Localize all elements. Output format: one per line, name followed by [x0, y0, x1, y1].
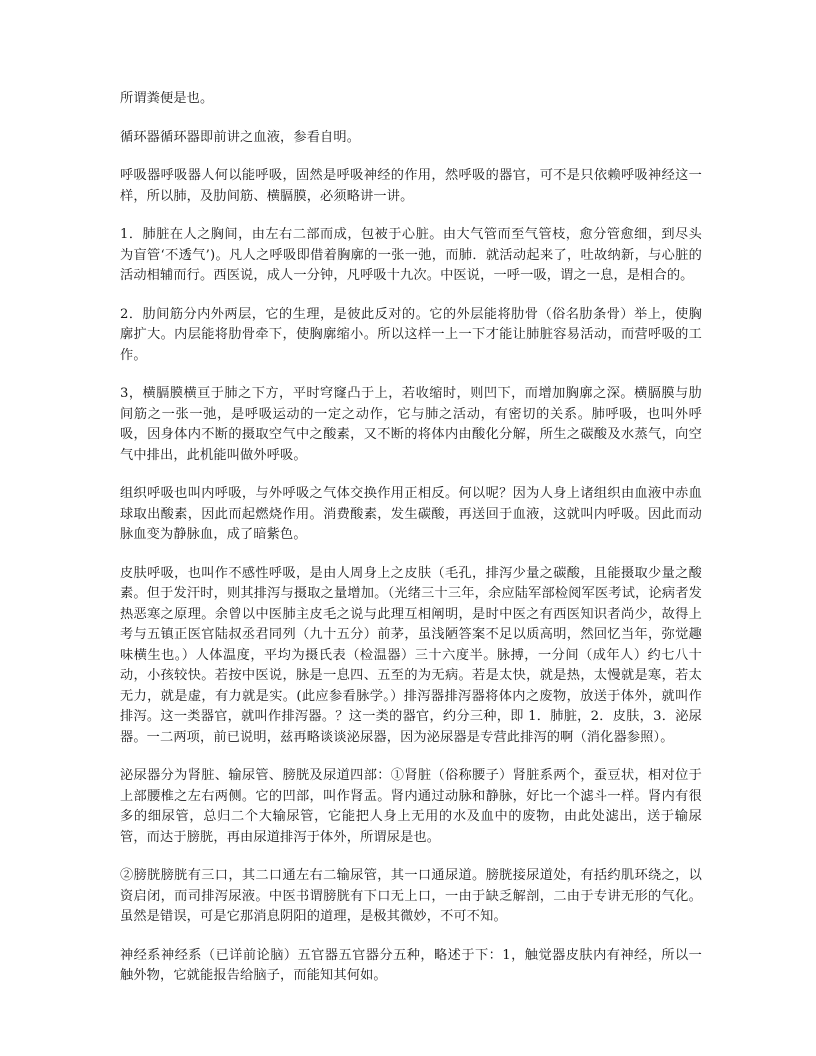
- paragraph-intercostal: 2．肋间筋分内外两层，它的生理，是彼此反对的。它的外层能将肋骨（俗名肋条骨）举上，使胸廓扩大。内层能将肋骨牵下，使胸廓缩小。所以这样一上一下才能让肺脏容易活动，而营呼吸的工作。: [120, 306, 702, 363]
- paragraph-urinary: 泌尿器分为肾脏、输尿管、膀胱及尿道四部：①肾脏（俗称腰子）肾脏系两个，蚕豆状，相对位于上部腰椎之左右两侧。它的凹部，叫作肾盂。肾内通过动脉和静脉，好比一个滤斗一样。肾内有很多的细尿管，总归二个大输尿管，它能把人身上无用的水及血中的废物，由此处滤出，送于输尿管，而达于膀胱，再由尿道排泻于体外，所谓尿是也。: [120, 768, 702, 845]
- paragraph-lungs: 1．肺脏在人之胸间，由左右二部而成，包被于心脏。由大气管而至气管枝，愈分管愈细，到尽头为盲管‘不透气’)。凡人之呼吸即借着胸廓的一张一弛，而肺．就活动起来了，吐故纳新，与心脏的活动相辅而行。西医说，成人一分钟，凡呼吸十九次。中医说，一呼一吸，谓之一息，是相合的。: [120, 227, 702, 283]
- paragraph-tissue-respiration: 组织呼吸也叫内呼吸，与外呼吸之气体交换作用正相反。何以呢？因为人身上诸组织由血液中赤血球取出酸素，因此而起燃烧作用。消费酸素，发生碳酸，再送回于血液，这就叫内呼吸。因此而动脉血变为静脉血，成了暗紫色。: [120, 486, 702, 542]
- document-page: [120, 89, 702, 1005]
- paragraph-circulatory: 循环器循环器即前讲之血液，参看自明。: [120, 129, 361, 145]
- paragraph-diaphragm: 3，横膈膜横亘于肺之下方，平时穹窿凸于上，若收缩时，则凹下，而增加胸廓之深。横膈膜与肋间筋之一张一弛，是呼吸运动的一定之动作，它与肺之活动，有密切的关系。肺呼吸，也叫外呼吸，因身体内不断的摄取空气中之酸素，又不断的将体内由酸化分解，所生之碳酸及水蒸气，向空气中排出，此机能叫做外呼吸。: [120, 386, 702, 463]
- paragraph-skin-respiration: 皮肤呼吸，也叫作不感性呼吸，是由人周身上之皮肤（毛孔，排泻少量之碳酸，且能摄取少量之酸素。但于发汗时，则其排泻与摄取之量增加。（光绪三十三年，余应陆军部检阅军医考试，论病者发热恶寒之原理。余曾以中医肺主皮毛之说与此理互相阐明，是时中医之有西医知识者尚少，故得上考与五镇正医官陆叔丞君同列（九十五分）前茅，虽浅陋答案不足以质高明，然回忆当年，弥觉趣味横生也。）人体温度，平均为摄氏表（检温器）三十六度半。脉搏，一分间（成年人）约七八十动，小孩较快。若按中医说，脉是一息四、五至的为无病。若是太快，就是热，太慢就是寒，若太无力，就是虚，有力就是实。(此应参看脉学。）排泻器排泻器将体内之废物，放送于体外，就叫作排泻。这一类器官，就叫作排泻器。？这一类的器官，约分三种，即 1．肺脏，2．皮肤，3．泌尿器。一二两项，前已说明，兹再略谈谈泌尿器，因为泌尿器是专营此排泻的啊（消化器参照）。: [120, 565, 702, 745]
- paragraph-respiratory-intro: 呼吸器呼吸器人何以能呼吸，固然是呼吸神经的作用，然呼吸的器官，可不是只依赖呼吸神经这一样，所以肺，及肋间筋、横膈膜，必须略讲一讲。: [120, 168, 702, 204]
- paragraph-nervous: 神经系神经系（已详前论脑）五官器五官器分五种，略述于下：1，触觉器皮肤内有神经，所以一触外物，它就能报告给脑子，而能知其何如。: [120, 947, 702, 983]
- paragraph-feces: 所谓粪便是也。: [120, 91, 214, 106]
- paragraph-bladder: ②膀胱膀胱有三口，其二口通左右二输尿管，其一口通尿道。膀胱接尿道处，有括约肌环绕之，以资启闭，而司排泻尿液。中医书谓膀胱有下口无上口，一由于缺乏解剖，二由于专讲无形的气化。虽然是错误，可是它那消息阴阳的道理，是极其微妙，不可不知。: [120, 868, 702, 924]
